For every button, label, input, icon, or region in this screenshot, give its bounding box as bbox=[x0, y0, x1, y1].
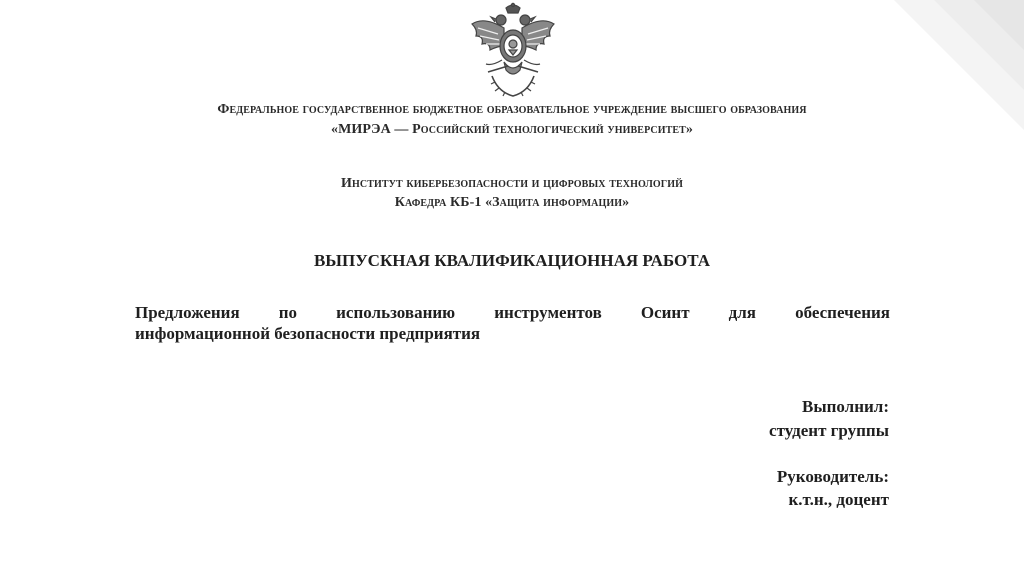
supervisor-value: к.т.н., доцент bbox=[788, 490, 889, 509]
double-headed-eagle-emblem-icon bbox=[468, 2, 558, 98]
performer-value: студент группы bbox=[769, 421, 889, 440]
thesis-topic-line-1: Предложения по использованию инструментов Осинт для обеспечения bbox=[135, 303, 890, 322]
supervisor-label: Руководитель: bbox=[776, 467, 889, 486]
university-name-line: «МИРЭА — Российский технологический университет» bbox=[330, 122, 694, 137]
university-type-line: Федеральное государственное бюджетное образовательное учреждение высшего образования bbox=[217, 102, 807, 117]
thesis-topic bbox=[135, 302, 890, 344]
performer-label: Выполнил: bbox=[801, 397, 889, 416]
institute-line: Институт кибербезопасности и цифровых технологий bbox=[341, 176, 683, 191]
document-title: ВЫПУСКНАЯ КВАЛИФИКАЦИОННАЯ РАБОТА bbox=[313, 251, 711, 270]
department-line: Кафедра КБ-1 «Защита информации» bbox=[394, 195, 630, 210]
thesis-topic-line-2: информационной безопасности предприятия bbox=[135, 324, 481, 343]
